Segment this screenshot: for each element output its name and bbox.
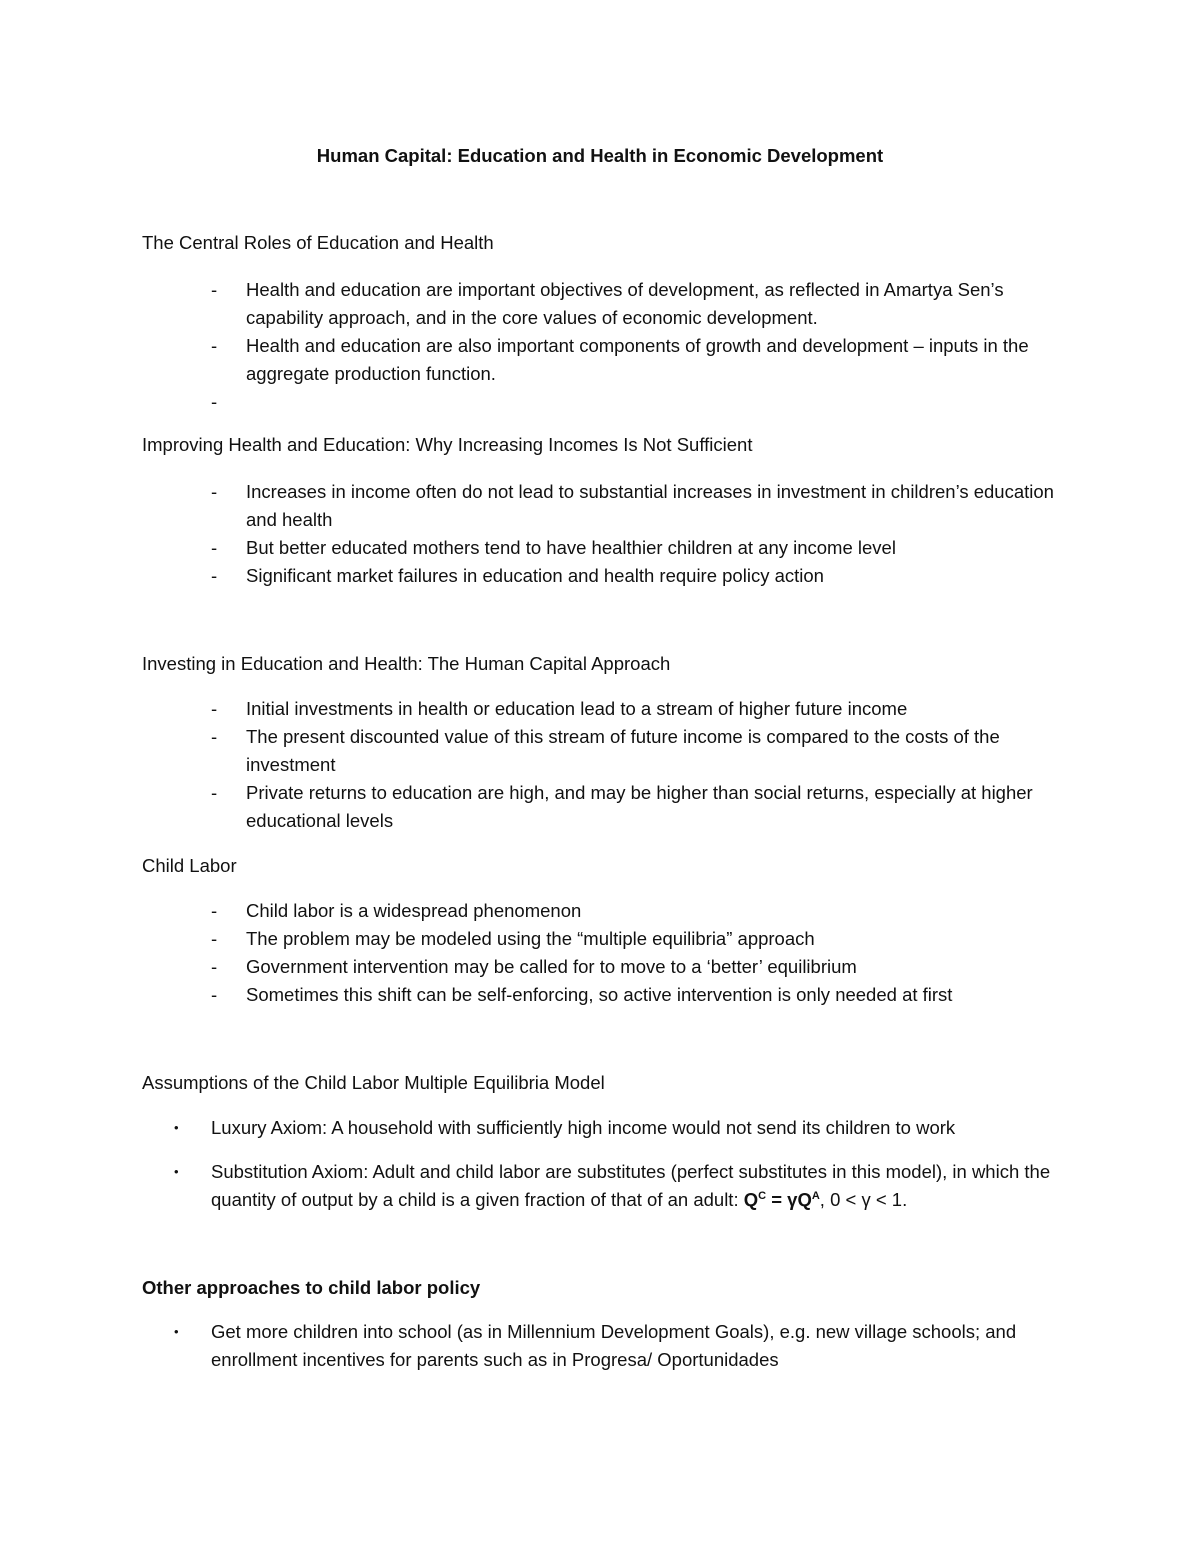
list-item: - Private returns to education are high, and may be higher than social returns, especially at higher educational levels — [0, 779, 1066, 835]
section-heading-other-approaches: Other approaches to child labor policy — [142, 1277, 481, 1298]
dash-icon: - — [211, 984, 218, 1005]
formula: $Q^C = \gamma Q^A$ — [743, 1189, 820, 1210]
dash-icon: - — [211, 537, 218, 558]
list-item: - Initial investments in health or education lead to a stream of higher future income — [0, 695, 1066, 723]
section-heading-improving-health: Improving Health and Education: Why Increasing Incomes Is Not Sufficient — [142, 434, 753, 455]
assumptions-list-formula — [0, 1158, 1066, 1214]
section-heading-central-roles: The Central Roles of Education and Health — [142, 232, 494, 253]
list-item: - Health and education are also important components of growth and development – inputs in the aggregate production function. — [0, 332, 1066, 388]
bullet-icon: • — [174, 1120, 179, 1135]
list-item: - Increases in income often do not lead to substantial increases in investment in children’s education and health — [0, 478, 1066, 534]
section-heading-child-labor: Child Labor — [142, 855, 237, 876]
list-item: - Significant market failures in education and health require policy action — [0, 562, 1066, 590]
list-item: - But better educated mothers tend to have healthier children at any income level — [0, 534, 1066, 562]
list-item: - Health and education are important objectives of development, as reflected in Amartya Sen’s capability approach, and in the core values of economic development. — [0, 276, 1066, 332]
assumptions-list — [0, 1114, 1066, 1142]
dash-icon: - — [211, 928, 218, 949]
central-roles-list — [0, 276, 1066, 412]
dash-icon: - — [211, 726, 218, 747]
dash-icon: - — [211, 956, 218, 977]
list-item: - Child labor is a widespread phenomenon — [0, 897, 1066, 925]
dash-icon: - — [211, 391, 218, 412]
dash-icon: - — [211, 565, 218, 586]
dash-icon: - — [211, 782, 218, 803]
document-title: Human Capital: Education and Health in Economic Development — [316, 145, 884, 166]
list-item: - The present discounted value of this stream of future income is compared to the costs of the investment — [0, 723, 1066, 779]
improving-health-list — [0, 478, 1066, 590]
dash-icon: - — [211, 335, 218, 356]
list-item: - The problem may be modeled using the “multiple equilibria” approach — [0, 925, 1066, 953]
list-item: • Substitution Axiom: Adult and child labor are substitutes (perfect substitutes in this model), in which the quantity of output by a child is a given fraction of that of an adult: $Q^C = \gamma Q^A$, 0 < γ < 1. — [0, 1158, 1066, 1214]
human-capital-list — [0, 695, 1066, 835]
bullet-icon: • — [174, 1324, 179, 1339]
section-heading-human-capital-approach: Investing in Education and Health: The Human Capital Approach — [142, 653, 671, 674]
bullet-icon: • — [174, 1164, 179, 1179]
dash-icon: - — [211, 698, 218, 719]
section-heading-assumptions: Assumptions of the Child Labor Multiple Equilibria Model — [142, 1072, 605, 1093]
other-approaches-list — [0, 1318, 1066, 1374]
dash-icon: - — [211, 900, 218, 921]
list-item: - Sometimes this shift can be self-enforcing, so active intervention is only needed at first — [0, 981, 1066, 1009]
list-item: • Get more children into school (as in Millennium Development Goals), e.g. new village schools; and enrollment incentives for parents such as in Progresa/ Oportunidades — [0, 1318, 1066, 1374]
dash-icon: - — [211, 279, 218, 300]
child-labor-list — [0, 897, 1066, 1009]
list-item: • Luxury Axiom: A household with sufficiently high income would not send its children to work — [0, 1114, 1066, 1142]
list-item: - Government intervention may be called for to move to a ‘better’ equilibrium — [0, 953, 1066, 981]
dash-icon: - — [211, 481, 218, 502]
